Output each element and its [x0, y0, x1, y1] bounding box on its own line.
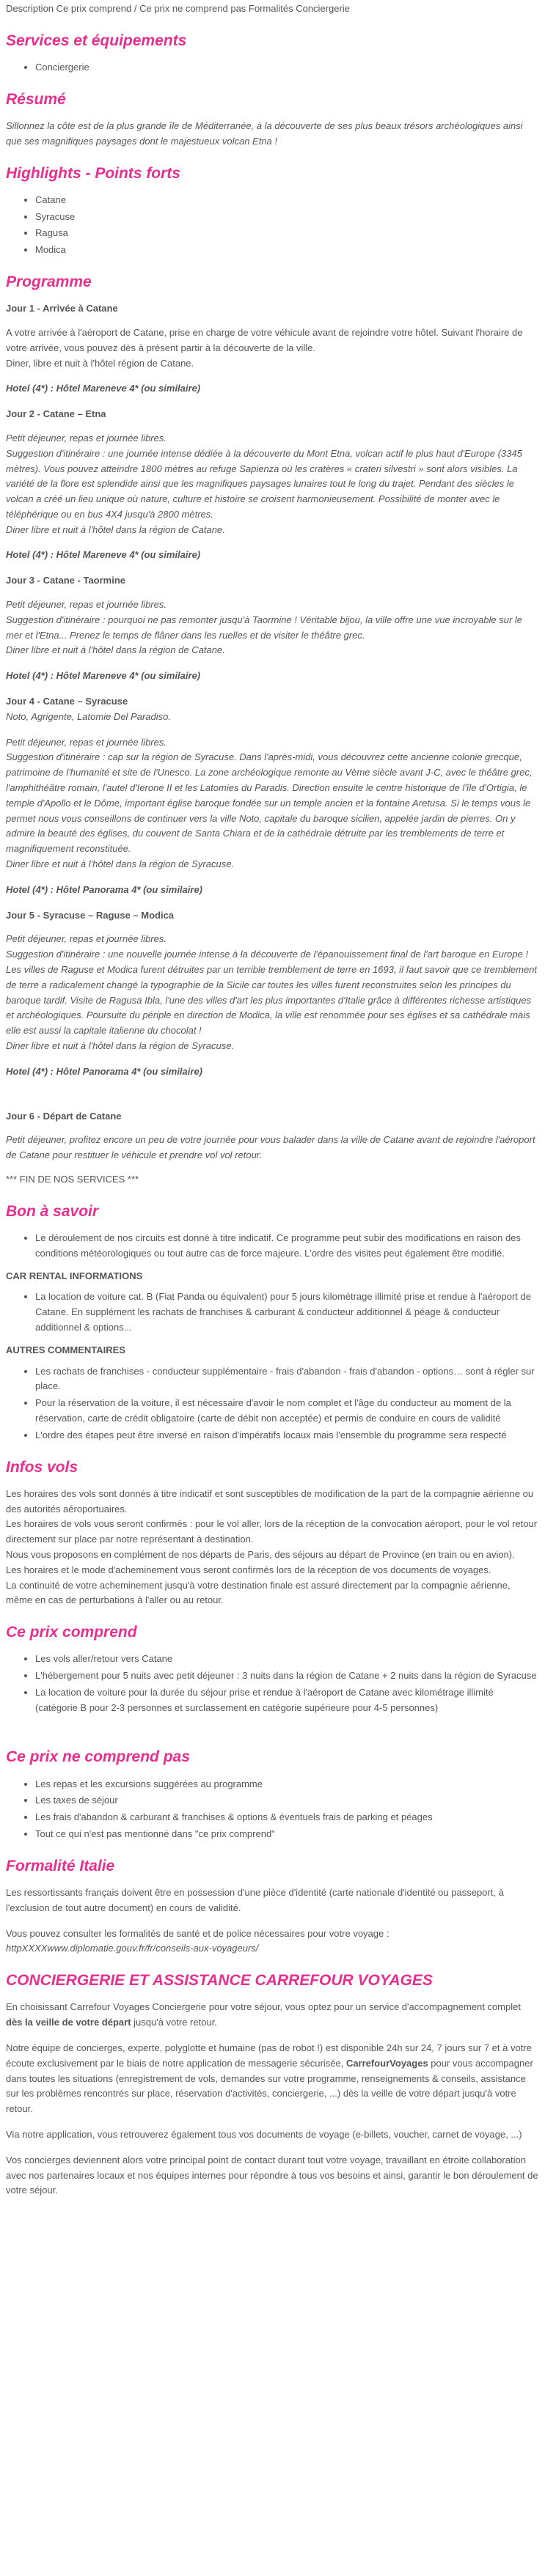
conciergerie-text-part: Notre équipe de concierges, experte, polyglotte et humaine (pas de robot !) est disponible 24h sur 24, 7 jours sur 7 et à votre écoute exclusivement par le biais de notre application de messagerie sécurisée, [6, 2042, 532, 2069]
car-rental-label: CAR RENTAL INFORMATIONS [6, 1270, 143, 1281]
conciergerie-text [6, 2000, 538, 2031]
day-heading: Jour 3 - Catane - Taormine [6, 575, 126, 586]
day-text: Diner, libre et nuit à l'hôtel région de Catane. [6, 357, 194, 369]
list-item: • La location de voiture cat. B (Fiat Panda ou équivalent) pour 5 jours kilométrage illimité prise et rendue à l'aéroport de Catane. En supplément les rachats de franchises & carburant & conducteur additionnel & péage & conducteur additionnel & options... [35, 1289, 538, 1335]
car-rental-list [6, 1289, 538, 1335]
day-text: Suggestion d'itinéraire : une nouvelle journée intense à la découverte de l'épanouissement final de l'art baroque en Europe ! Les villes de Raguse et Modica furent détruites par un terrible tremblement de terre en 1693, il faut savoir que ce tremblement de terre a radicalement changé la typographie de la Sicile car toutes les villes furent reconstruites selon les principes du baroque tardif. Visite de Ragusa Ibla, l'une des villes d'art les plus importantes d'Italie grâce à différentes richesse artistiques et archéologiques. Poursuite du périple en direction de Modica, la ville est renommée pour ses églises et sa cathédrale mais elle est aussi la capitale italienne du chocolat ! [6, 949, 538, 1037]
hotel-label: Hotel (4*) : Hôtel Mareneve 4* (ou similaire) [6, 383, 201, 394]
conciergerie-text: Via notre application, vous retrouverez également tous vos documents de voyage (e-billets, voucher, carnet de voyage, ...) [6, 2128, 522, 2140]
infos-title: Infos vols [6, 1458, 78, 1476]
autres-label: AUTRES COMMENTAIRES [6, 1344, 125, 1355]
list-item: • L'ordre des étapes peut être inversé en raison d'impératifs locaux mais l'ensemble du programme sera respecté [35, 1428, 538, 1443]
list-item: • Ragusa [35, 226, 538, 241]
list-item: • Les taxes de séjour [35, 1793, 538, 1808]
list-item: • Conciergerie [35, 60, 538, 76]
conciergerie-title: CONCIERGERIE ET ASSISTANCE CARREFOUR VOYAGES [6, 1972, 433, 1990]
day-text: Petit déjeuner, profitez encore un peu de votre journée pour vous balader dans la ville de Catane avant de rejoindre l'aéroport de Catane pour restituer le véhicule et prendre vol vol retour. [6, 1134, 535, 1161]
bon-title: Bon à savoir [6, 1202, 99, 1220]
list-item: • Le déroulement de nos circuits est donné à titre indicatif. Ce programme peut subir des modifications en raison des conditions météorologiques ou tout autre cas de force majeure. L'ordre des visites peut également être modifié. [35, 1231, 538, 1262]
day-heading: Jour 5 - Syracuse – Raguse – Modica [6, 909, 175, 921]
day-text: Suggestion d'itinéraire : une journée intense dédiée à la découverte du Mont Etna, volcan actif le plus haut d'Europe (3345 mètres). Vous pouvez atteindre 1800 mètres au refuge Sapienza où les cratères « crateri silvestri » sont alors visibles. La variété de la flore est splendide ainsi que les magnifiques paysages lunaires tout le long du trajet. Pendant des siècles le volcan a créé un lieu unique où nature, culture et histoire se croisent harmonieusement. Possibilité de monter avec le téléphérique ou en bus 4X4 jusqu'à 2800 mètres. [6, 447, 522, 520]
tab-nav[interactable]: Description Ce prix comprend / Ce prix ne comprend pas Formalités Conciergerie [6, 3, 350, 14]
autres-list [6, 1364, 538, 1443]
list-item: • La location de voiture pour la durée du séjour prise et rendue à l'aéroport de Catane avec kilométrage illimité (catégorie B pour 2-3 personnes et surclassement en catégorie supérieure pour 4-5 personnes) [35, 1685, 538, 1716]
infos-text: Les horaires de vols vous seront confirmés : pour le vol aller, lors de la réception de la convocation aéroport, pour le vol retour directement sur place par notre représentant à destination. [6, 1518, 538, 1545]
list-item: • L'hébergement pour 5 nuits avec petit déjeuner : 3 nuits dans la région de Catane + 2 nuits dans la région de Syracuse [35, 1668, 538, 1684]
day-text: Diner libre et nuit à l'hôtel dans la région de Syracuse. [6, 858, 235, 870]
day-text: Suggestion d'itinéraire : cap sur la région de Syracuse. Dans l'après-midi, vous découvrez cette ancienne colonie grecque, patrimoine de l'humanité et site de l'Unesco. La zone archéologique remonte au Vème siècle avant J-C, avec le théâtre grec, l'amphithéâtre romain, l'autel d'Ierone II et les Latomies du Paradis. Direction ensuite le centre historique de l'île d'Ortigia, le temple d'Apollo et le Dôme, important église baroque fondée sur un temple ancien et la fontaine Aretusa. Si le temps vous le permet nous vous conseillons de continuer vers la ville Noto, capitale du baroque sicilien, appelée jardin de pierres. On y admire la beauté des églises, du couvent de Santa Chiara et de la cathédrale détruite par les tremblements de terre et magnifiquement reconstituée. [6, 751, 533, 855]
day-text: Petit déjeuner, repas et journée libres. [6, 933, 167, 945]
list-item: • Les repas et les excursions suggérées au programme [35, 1777, 538, 1792]
day-text: Suggestion d'itinéraire : pourquoi ne pas remonter jusqu'à Taormine ! Véritable bijou, la ville offre une vue incroyable sur le mer et l'Etna... Prenez le temps de flâner dans les ruelles et de visiter le théâtre grec. [6, 614, 522, 641]
day-text: Petit déjeuner, repas et journée libres. [6, 432, 167, 444]
day-subtitle: Noto, Agrigente, Latomie Del Paradiso. [6, 710, 171, 722]
infos-text: Nous vous proposons en complément de nos départs de Paris, des séjours au départ de Province (en train ou en avion). [6, 1548, 515, 1560]
day-text: Diner libre et nuit à l'hôtel dans la région de Syracuse. [6, 1040, 235, 1051]
day-text: Petit déjeuner, repas et journée libres. [6, 736, 167, 748]
day-text: Diner libre et nuit à l'hôtel dans la région de Catane. [6, 523, 225, 535]
formalite-text: Vous pouvez consulter les formalités de santé et de police nécessaires pour votre voyage : [6, 1927, 389, 1939]
ne-comprend-title: Ce prix ne comprend pas [6, 1748, 190, 1766]
list-item: • Catane [35, 193, 538, 208]
day-text: Diner libre et nuit à l'hôtel dans la région de Catane. [6, 644, 225, 656]
day-heading: Jour 6 - Départ de Catane [6, 1110, 122, 1122]
formalite-link[interactable]: httpXXXXwww.diplomatie.gouv.fr/fr/conseils-aux-voyageurs/ [6, 1943, 259, 1954]
conciergerie-text-bold: dès la veille de votre départ [6, 2017, 131, 2028]
conciergerie-text-part: jusqu'à votre retour. [131, 2017, 217, 2028]
conciergerie-text: Vos concierges deviennent alors votre principal point de contact durant tout votre voyage, travaillant en étroite collaboration avec nos partenaires locaux et nos équipes internes pour répondre à tous vos besoins et ainsi, garantir le bon déroulement de votre séjour. [6, 2154, 538, 2196]
formalite-title: Formalité Italie [6, 1857, 115, 1874]
infos-text: La continuité de votre acheminement jusqu'à votre destination finale est assuré directement par la compagnie aérienne, même en cas de perturbations à l'aller ou au retour. [6, 1579, 511, 1606]
comprend-title: Ce prix comprend [6, 1624, 137, 1641]
hotel-label: Hotel (4*) : Hôtel Panorama 4* (ou similaire) [6, 883, 203, 895]
services-title: Services et équipements [6, 32, 187, 49]
conciergerie-text [6, 2041, 538, 2117]
conciergerie-text-bold: CarrefourVoyages [345, 2057, 428, 2069]
hotel-label: Hotel (4*) : Hôtel Panorama 4* (ou similaire) [6, 1065, 203, 1077]
hotel-label: Hotel (4*) : Hôtel Mareneve 4* (ou similaire) [6, 549, 201, 561]
list-item: • Tout ce qui n'est pas mentionné dans "ce prix comprend" [35, 1827, 538, 1842]
hotel-label: Hotel (4*) : Hôtel Mareneve 4* (ou similaire) [6, 670, 201, 682]
resume-text: Sillonnez la côte est de la plus grande île de Méditerranée, à la découverte de ses plus beaux trésors archéologiques ainsi que ses magnifiques paysages dont le majestueux volcan Etna ! [6, 119, 523, 147]
day-text: A votre arrivée à l'aéroport de Catane, prise en charge de votre véhicule avant de rejoindre votre hôtel. Suivant l'horaire de votre arrivée, vous pouvez dès à présent partir à la découverte de la ville. [6, 326, 523, 353]
list-item: • Pour la réservation de la voiture, il est nécessaire d'avoir le nom complet et l'âge du conducteur au moment de la réservation, carte de crédit obligatoire (carte de débit non acceptée) et permis de conduire en cours de validité [35, 1396, 538, 1427]
formalite-text: Les ressortissants français doivent être en possession d'une pièce d'identité (carte nationale d'identité ou passeport, à l'exclusion de tout autre document) en cours de validité. [6, 1887, 504, 1913]
highlights-title: Highlights - Points forts [6, 164, 180, 182]
services-list [6, 60, 538, 76]
list-item: • Les rachats de franchises - conducteur supplémentaire - frais d'abandon - frais d'abandon - options… sont à régler sur place. [35, 1364, 538, 1395]
end-marker: *** FIN DE NOS SERVICES *** [6, 1173, 139, 1185]
day-heading: Jour 2 - Catane – Etna [6, 408, 106, 420]
list-item: • Les vols aller/retour vers Catane [35, 1652, 538, 1667]
list-item: • Modica [35, 243, 538, 258]
conciergerie-text-part: pour vous accompagner dans toutes les situations (enregistrement de vols, demandes sur votre programme, renseignements & conseils, assistance sur les problèmes rencontrés sur place, réservation d'activités, conciergerie, ...) dès la veille de votre départ jusqu'à votre retour. [6, 2057, 533, 2115]
infos-text: Les horaires et le mode d'acheminement vous seront confirmés lors de la réception de vos documents de voyages. [6, 1564, 491, 1575]
highlights-list [6, 193, 538, 258]
day-heading: Jour 4 - Catane – Syracuse [6, 696, 128, 707]
programme-title: Programme [6, 273, 92, 290]
comprend-list [6, 1652, 538, 1715]
list-item: • Les frais d'abandon & carburant & franchises & options & éventuels frais de parking et péages [35, 1810, 538, 1825]
day-text: Petit déjeuner, repas et journée libres. [6, 599, 167, 611]
list-item: • Syracuse [35, 210, 538, 225]
infos-text: Les horaires des vols sont donnés à titre indicatif et sont susceptibles de modification de la part de la compagnie aérienne ou des autorités aéroportuaires. [6, 1487, 534, 1515]
resume-title: Résumé [6, 90, 66, 108]
conciergerie-text-part: En choisissant Carrefour Voyages Conciergerie pour votre séjour, vous optez pour un service d'accompagnement complet [6, 2001, 521, 2013]
ne-comprend-list [6, 1777, 538, 1842]
day-heading: Jour 1 - Arrivée à Catane [6, 303, 118, 314]
bon-list [6, 1231, 538, 1262]
